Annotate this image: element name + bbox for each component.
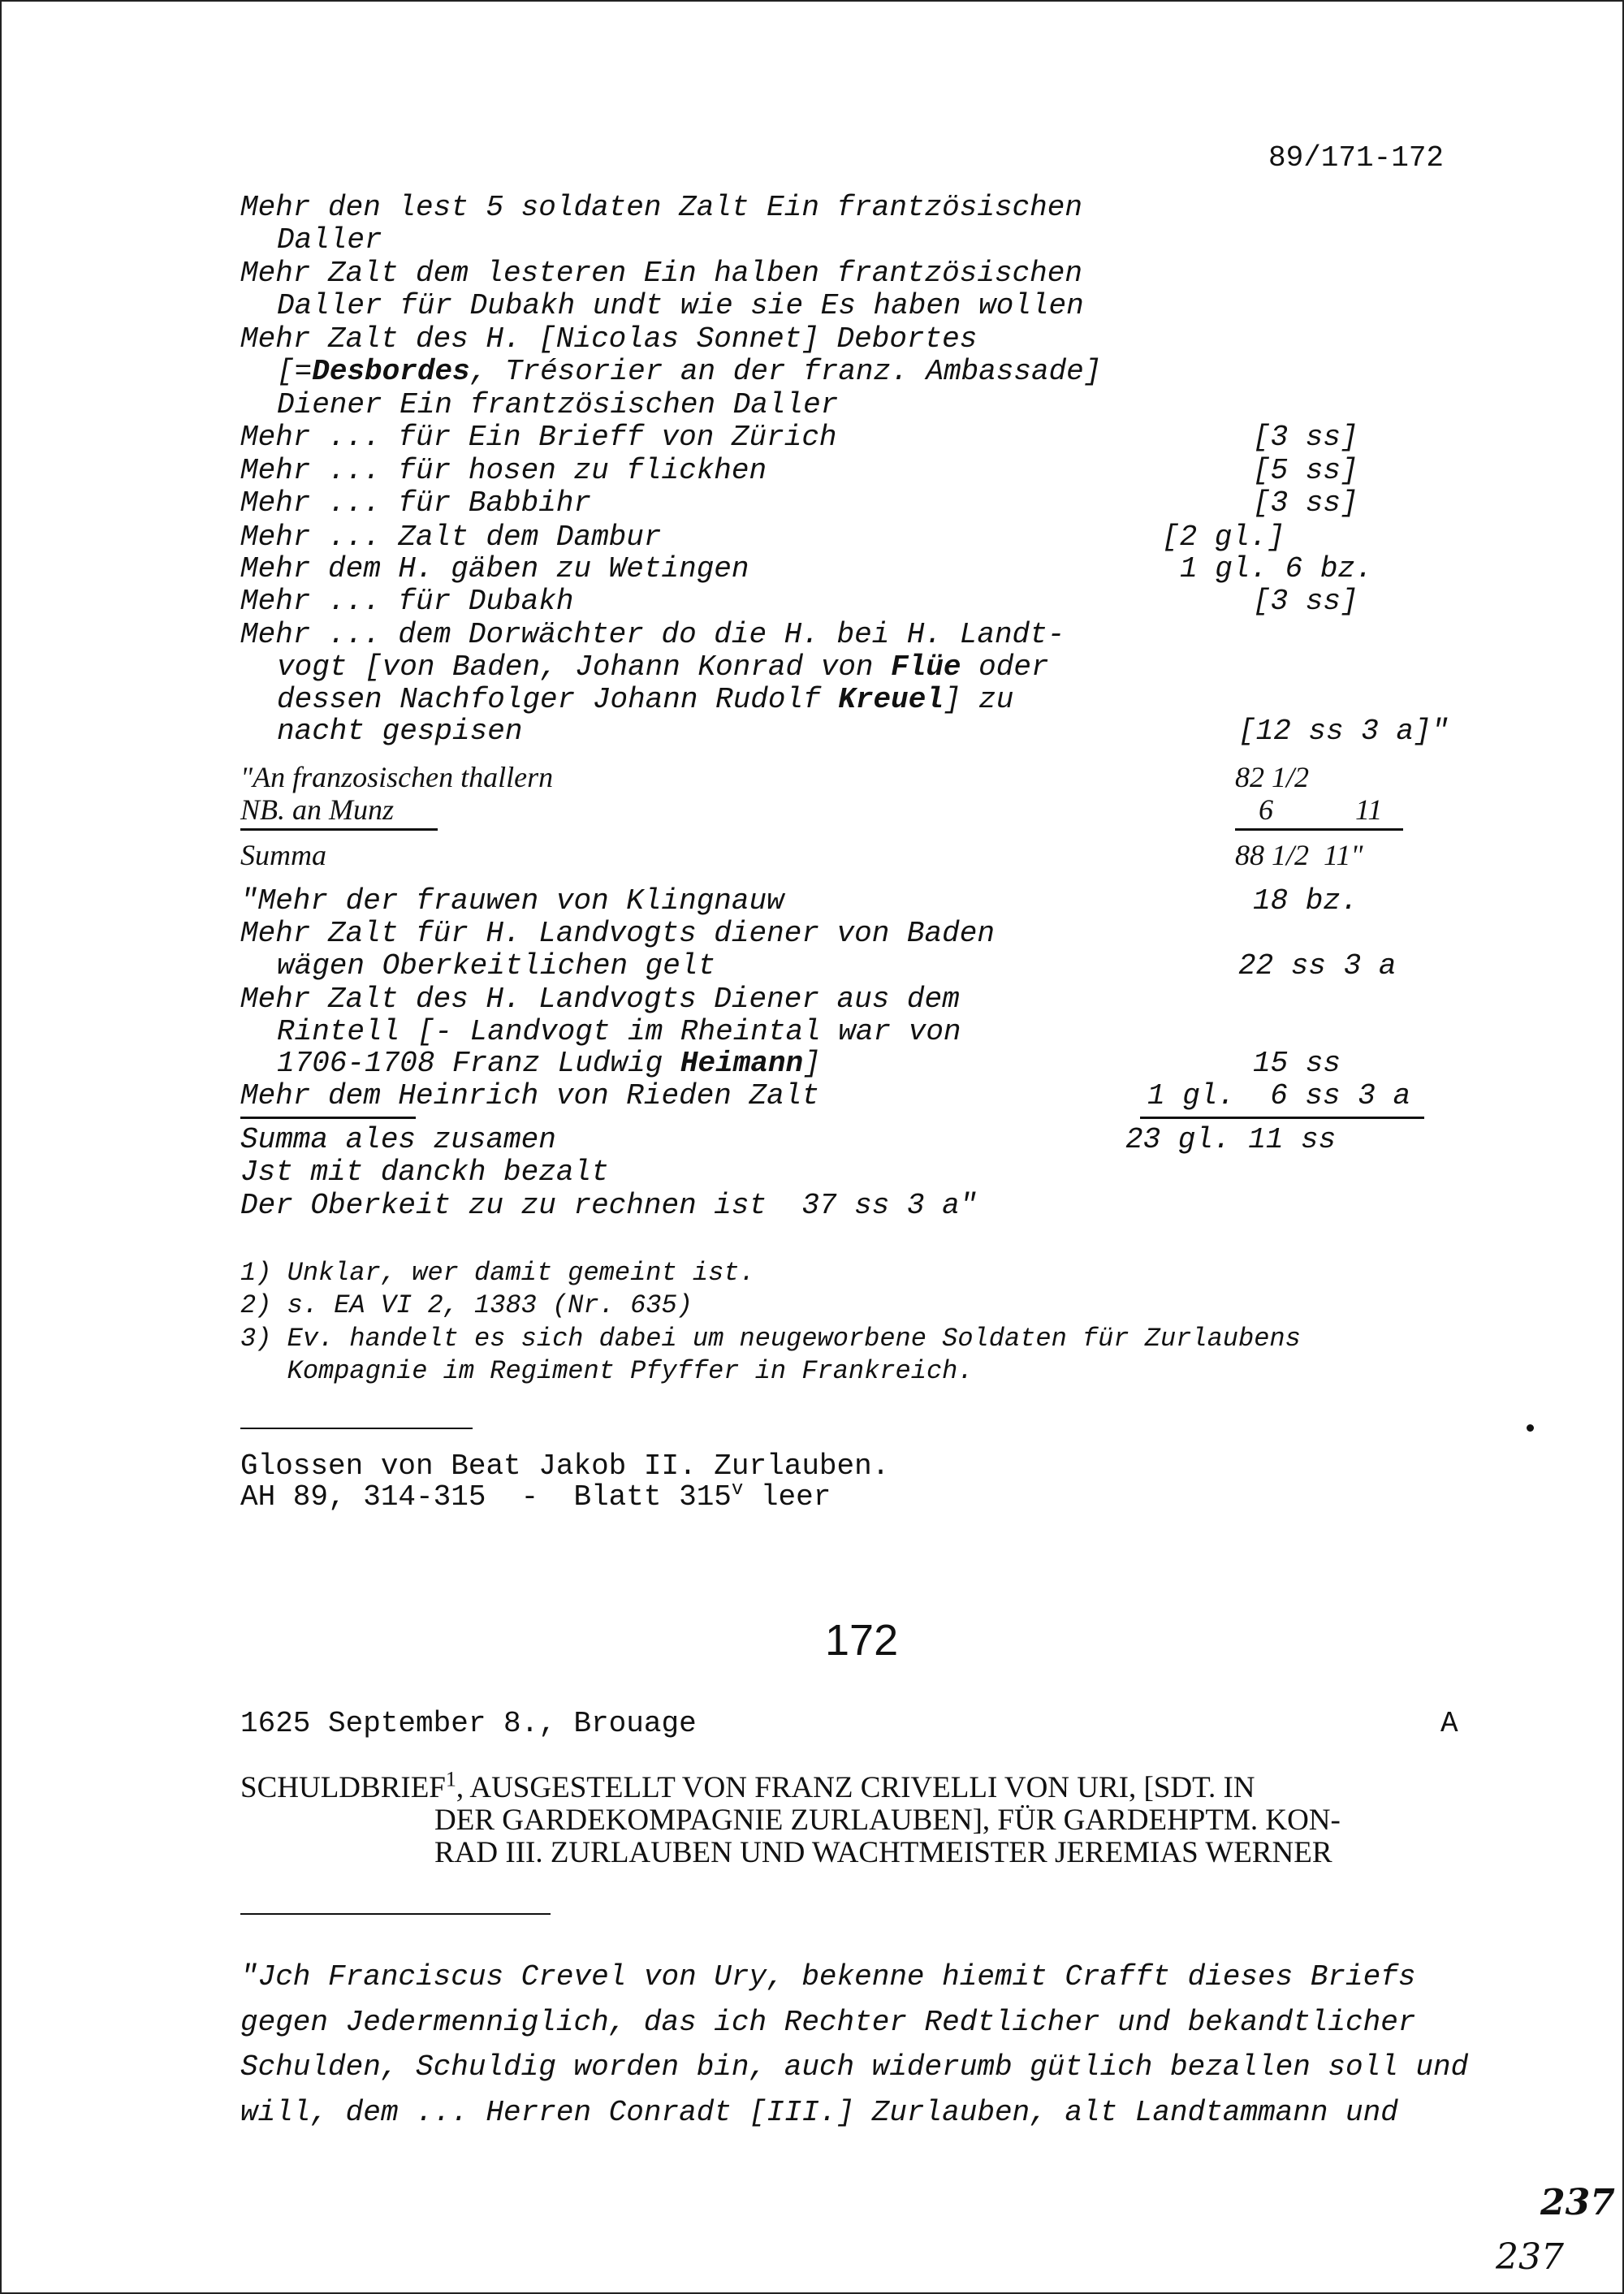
entry-line: Mehr Zalt des H. [Nicolas Sonnet] Debortes — [240, 322, 978, 356]
footnote: 3) Ev. handelt es sich dabei um neugeworbene Soldaten für Zurlaubens — [240, 1324, 1301, 1354]
type-letter: A — [1440, 1707, 1458, 1740]
closing-line: Summa ales zusamen — [240, 1123, 556, 1156]
entry-line: Mehr Zalt dem lesteren Ein halben frantzösischen — [240, 257, 1082, 290]
text-segment: SCHULDBRIEF — [240, 1771, 446, 1804]
entry-line: Mehr ... für Dubakh — [240, 585, 574, 618]
text-segment: , Trésorier an der franz. Ambassade] — [469, 355, 1102, 388]
tally-line: NB. an Munz — [240, 793, 394, 826]
closing-line: Jst mit danckh bezalt — [240, 1156, 609, 1189]
closing-line: Der Oberkeit zu zu rechnen ist 37 ss 3 a" — [240, 1189, 978, 1222]
entry-amount: [3 ss] — [1253, 585, 1358, 618]
tally-amount: 6 — [1259, 793, 1273, 826]
underline-rule — [1140, 1117, 1424, 1119]
gloss-line — [240, 1481, 831, 1514]
entry-line: Mehr Zalt des H. Landvogts Diener aus dem — [240, 983, 960, 1016]
underline-rule — [240, 828, 438, 831]
entry-amount: [3 ss] — [1253, 486, 1358, 520]
separator-rule — [240, 1913, 551, 1915]
text-segment: , AUSGESTELLT VON FRANZ CRIVELLI VON URI, [SDT. IN — [456, 1771, 1255, 1804]
bold-name: Flüe — [891, 650, 961, 684]
tally-sum-label: Summa — [240, 839, 326, 871]
entry-line: Mehr den lest 5 soldaten Zalt Ein frantzösischen — [240, 191, 1082, 224]
bold-name: Kreuel — [838, 683, 944, 716]
document-text-line: Schulden, Schuldig worden bin, auch widerumb gütlich bezallen soll und — [240, 2050, 1469, 2084]
entry-line: Mehr ... für Ein Brieff von Zürich — [240, 421, 837, 454]
entry-line: Daller für Dubakh undt wie sie Es haben wollen — [277, 289, 1084, 322]
bold-name: Heimann — [680, 1047, 804, 1080]
text-segment: [= — [277, 355, 313, 388]
page-reference: 89/171-172 — [1268, 141, 1445, 175]
underline-rule — [1235, 828, 1403, 831]
document-text-line: will, dem ... Herren Conradt [III.] Zurlauben, alt Landtammann und — [240, 2096, 1398, 2129]
entry-line: Mehr ... dem Dorwächter do die H. bei H. Landt- — [240, 618, 1065, 651]
entry-amount: [3 ss] — [1253, 421, 1358, 454]
document-number: 172 — [825, 1616, 899, 1665]
closing-amount: 23 gl. 11 ss — [1125, 1123, 1337, 1156]
entry-line: Mehr Zalt für H. Landvogts diener von Baden — [240, 917, 995, 950]
footnote: 2) s. EA VI 2, 1383 (Nr. 635) — [240, 1290, 693, 1320]
text-segment: ] zu — [943, 683, 1014, 716]
entry-line — [277, 356, 1101, 388]
text-segment: leer — [743, 1480, 831, 1514]
regest-title — [240, 1767, 1255, 1804]
entry-amount: 18 bz. — [1253, 884, 1358, 918]
underline-rule — [240, 1117, 416, 1119]
entry-line: Daller — [277, 223, 382, 257]
entry-line: Mehr dem Heinrich von Rieden Zalt — [240, 1079, 819, 1112]
text-segment: vogt [von Baden, Johann Konrad von — [277, 650, 892, 684]
footnote-marker: 1 — [445, 1767, 456, 1791]
text-segment: dessen Nachfolger Johann Rudolf — [277, 683, 839, 716]
tally-amount: 82 1/2 — [1235, 761, 1310, 793]
document-text-line: gegen Jedermenniglich, das ich Rechter Redtlicher und bekandtlicher — [240, 2006, 1416, 2039]
entry-line: Mehr dem H. gäben zu Wetingen — [240, 552, 749, 585]
tally-line: "An franzosischen thallern — [240, 761, 554, 793]
entry-line — [277, 1048, 821, 1080]
stray-dot — [1527, 1424, 1534, 1432]
date-place: 1625 September 8., Brouage — [240, 1707, 697, 1740]
gloss-line: Glossen von Beat Jakob II. Zurlauben. — [240, 1449, 890, 1483]
entry-line — [277, 651, 1049, 684]
entry-amount: [5 ss] — [1253, 454, 1358, 487]
entry-line: "Mehr der frauwen von Klingnauw — [240, 884, 784, 918]
entry-line: Mehr ... Zalt dem Dambur — [240, 521, 662, 554]
regest-title: RAD III. ZURLAUBEN UND WACHTMEISTER JEREMIAS WERNER — [434, 1836, 1332, 1869]
entry-line: Rintell [- Landvogt im Rheintal war von — [277, 1015, 961, 1048]
handwritten-page-number: 237 — [1496, 2236, 1564, 2278]
text-segment: ] — [803, 1047, 821, 1080]
text-segment: 1706-1708 Franz Ludwig — [277, 1047, 680, 1080]
entry-amount: 1 gl. 6 ss 3 a — [1147, 1079, 1411, 1112]
superscript: v — [731, 1479, 744, 1501]
entry-line: Diener Ein frantzösischen Daller — [277, 388, 839, 421]
handwritten-page-number: 237 — [1540, 2182, 1615, 2223]
bold-name: Desbordes — [312, 355, 470, 388]
entry-line: Mehr ... für Babbihr — [240, 486, 592, 520]
entry-amount: 1 gl. 6 bz. — [1180, 552, 1373, 585]
tally-sum-amount: 88 1/2 11" — [1235, 839, 1363, 871]
entry-amount: 15 ss — [1253, 1047, 1341, 1080]
entry-line — [277, 684, 1013, 716]
entry-amount: [12 ss 3 a]" — [1238, 715, 1449, 748]
separator-rule — [240, 1428, 473, 1429]
text-segment: oder — [961, 650, 1049, 684]
footnote: 1) Unklar, wer damit gemeint ist. — [240, 1258, 755, 1288]
document-text-line: "Jch Franciscus Crevel von Ury, bekenne hiemit Crafft dieses Briefs — [240, 1960, 1416, 1994]
entry-line: nacht gespisen — [277, 715, 523, 748]
text-segment: AH 89, 314-315 - Blatt 315 — [240, 1480, 732, 1514]
entry-amount: 22 ss 3 a — [1238, 949, 1397, 983]
tally-amount: 11 — [1355, 793, 1383, 826]
entry-line: Mehr ... für hosen zu flickhen — [240, 454, 767, 487]
footnote: Kompagnie im Regiment Pfyffer in Frankreich. — [240, 1356, 974, 1386]
entry-amount: [2 gl.] — [1162, 521, 1285, 554]
entry-line: wägen Oberkeitlichen gelt — [277, 949, 716, 983]
regest-title: DER GARDEKOMPAGNIE ZURLAUBEN], FÜR GARDEHPTM. KON- — [434, 1804, 1341, 1837]
